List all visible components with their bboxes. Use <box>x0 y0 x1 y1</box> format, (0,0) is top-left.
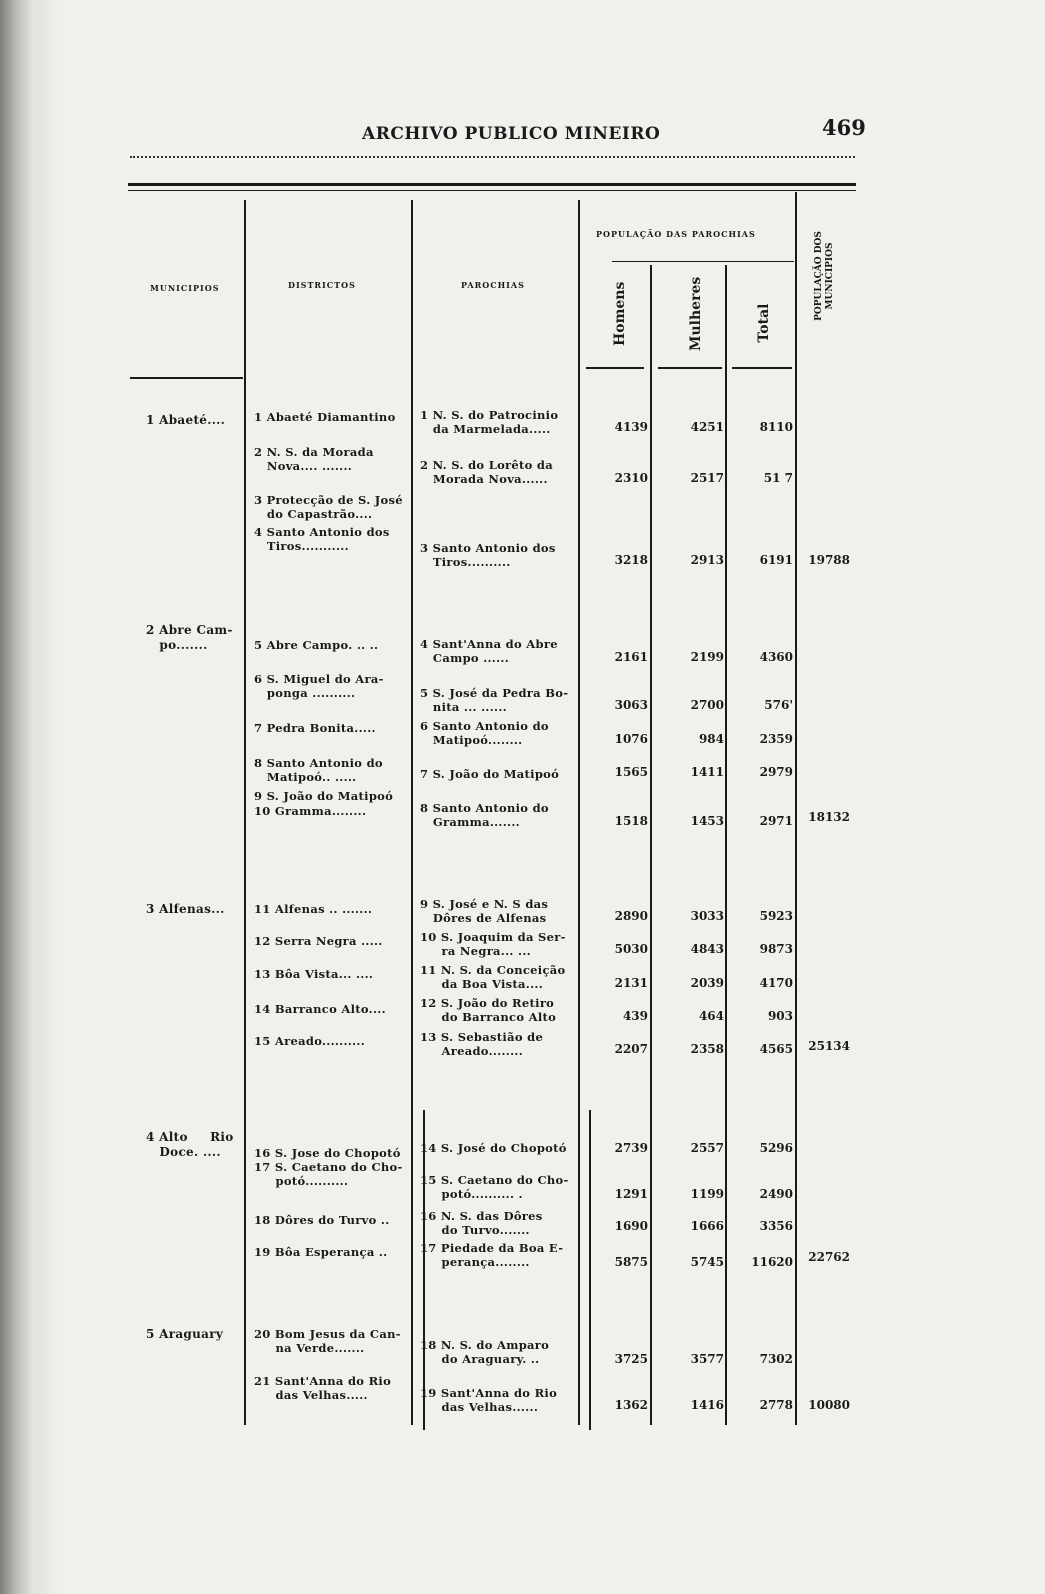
homens-value: 5875 <box>614 1255 648 1269</box>
parochia-cell: 16 N. S. das Dôres do Turvo....... <box>420 1209 543 1237</box>
districto-cell: 12 Serra Negra ..... <box>254 934 383 948</box>
mulheres-value: 2358 <box>690 1042 724 1056</box>
header-populacao-parochias: POPULAÇÃO DAS PAROCHIAS <box>596 229 756 239</box>
total-value: 576' <box>764 698 793 712</box>
homens-value: 2161 <box>614 650 648 664</box>
col-line-4 <box>650 265 652 1425</box>
parochia-cell: 6 Santo Antonio do Matipoó........ <box>420 719 549 747</box>
total-value: 2778 <box>759 1398 793 1412</box>
parochia-cell: 7 S. João do Matipoó <box>420 767 560 781</box>
municipio-total-value: 18132 <box>808 810 850 824</box>
homens-value: 3063 <box>614 698 648 712</box>
mulheres-value: 464 <box>698 1009 724 1023</box>
mulheres-value: 1416 <box>690 1398 724 1412</box>
total-value: 4360 <box>759 650 793 664</box>
parochia-cell: 8 Santo Antonio do Gramma....... <box>420 801 549 829</box>
homens-value: 5030 <box>614 942 648 956</box>
parochia-cell: 19 Sant'Anna do Rio das Velhas...... <box>420 1386 558 1414</box>
total-value: 2979 <box>759 765 793 779</box>
total-value: 2359 <box>759 732 793 746</box>
total-value: 5296 <box>759 1141 793 1155</box>
scan-edge-shadow <box>0 0 34 1594</box>
districto-cell: 17 S. Caetano do Cho- potó.......... <box>254 1160 403 1188</box>
homens-value: 1291 <box>614 1187 648 1201</box>
total-value: 2971 <box>759 814 793 828</box>
col-line-6 <box>795 192 797 1425</box>
header-bottom-rule-1 <box>130 377 243 379</box>
total-value: 4565 <box>759 1042 793 1056</box>
districto-cell: 5 Abre Campo. .. .. <box>254 638 379 652</box>
parochia-cell: 5 S. José da Pedra Bo- nita ... ...... <box>420 686 569 714</box>
mulheres-value: 2199 <box>690 650 724 664</box>
districto-cell: 11 Alfenas .. ....... <box>254 902 373 916</box>
mulheres-value: 3033 <box>690 909 724 923</box>
parochia-cell: 3 Santo Antonio dos Tiros.......... <box>420 541 556 569</box>
districto-cell: 1 Abaeté Diamantino <box>254 410 396 424</box>
homens-value: 3218 <box>614 553 648 567</box>
header-mulheres: Mulheres <box>688 276 704 351</box>
parochia-cell: 1 N. S. do Patrocinio da Marmelada..... <box>420 408 559 436</box>
districto-cell: 15 Areado.......... <box>254 1034 366 1048</box>
parochia-cell: 9 S. José e N. S das Dôres de Alfenas <box>420 897 549 925</box>
districto-cell: 8 Santo Antonio do Matipoó.. ..... <box>254 756 383 784</box>
header-municipios: MUNICIPIOS <box>150 283 220 293</box>
homens-value: 1518 <box>614 814 648 828</box>
col-line-3b <box>589 1110 591 1430</box>
total-value: 9873 <box>759 942 793 956</box>
municipio-cell: 1 Abaeté.... <box>146 413 226 427</box>
total-value: 3356 <box>759 1219 793 1233</box>
header-homens: Homens <box>612 281 628 346</box>
header-subrule <box>612 261 794 262</box>
parochia-cell: 4 Sant'Anna do Abre Campo ...... <box>420 637 558 665</box>
col-line-3 <box>578 200 580 1425</box>
parochia-cell: 2 N. S. do Lorêto da Morada Nova...... <box>420 458 554 486</box>
homens-value: 2739 <box>614 1141 648 1155</box>
districto-cell: 2 N. S. da Morada Nova.... ....... <box>254 445 374 473</box>
header-total: Total <box>756 303 772 343</box>
homens-value: 2131 <box>614 976 648 990</box>
parochia-cell: 18 N. S. do Amparo do Araguary. .. <box>420 1338 550 1366</box>
mulheres-value: 1666 <box>690 1219 724 1233</box>
mulheres-value: 4251 <box>690 420 724 434</box>
parochia-cell: 11 N. S. da Conceição da Boa Vista.... <box>420 963 566 991</box>
col-line-2 <box>411 200 413 1425</box>
parochia-cell: 17 Piedade da Boa E- perança........ <box>420 1241 564 1269</box>
parochia-cell: 15 S. Caetano do Cho- potó.......... . <box>420 1173 569 1201</box>
col-line-5 <box>725 265 727 1425</box>
mulheres-value: 3577 <box>690 1352 724 1366</box>
homens-value: 1076 <box>614 732 648 746</box>
col-line-2b <box>423 1110 425 1430</box>
mulheres-value: 2039 <box>690 976 724 990</box>
parochia-cell: 14 S. José do Chopotó <box>420 1141 567 1155</box>
districto-cell: 21 Sant'Anna do Rio das Velhas..... <box>254 1374 392 1402</box>
mulheres-value: 1411 <box>690 765 724 779</box>
mulheres-value: 984 <box>698 732 724 746</box>
homens-value: 3725 <box>614 1352 648 1366</box>
mulheres-value: 2700 <box>690 698 724 712</box>
mulheres-value: 5745 <box>690 1255 724 1269</box>
districto-cell: 9 S. João do Matipoó <box>254 789 394 803</box>
homens-value: 1690 <box>614 1219 648 1233</box>
districto-cell: 16 S. Jose do Chopotó <box>254 1146 401 1160</box>
municipio-cell: 2 Abre Cam- po....... <box>146 623 233 652</box>
header-dotted-rule <box>130 156 855 158</box>
homens-value: 2310 <box>614 471 648 485</box>
total-value: 5923 <box>759 909 793 923</box>
mulheres-value: 4843 <box>690 942 724 956</box>
municipio-cell: 5 Araguary <box>146 1327 224 1341</box>
homens-value: 1362 <box>614 1398 648 1412</box>
total-value: 6191 <box>759 553 793 567</box>
municipio-total-value: 19788 <box>808 553 850 567</box>
districto-cell: 3 Protecção de S. José do Capastrão.... <box>254 493 403 521</box>
scan-edge-fade <box>34 0 60 1594</box>
total-value: 4170 <box>759 976 793 990</box>
header-bottom-rule-4 <box>732 367 792 369</box>
parochia-cell: 13 S. Sebastião de Areado........ <box>420 1030 544 1058</box>
municipio-cell: 4 Alto Rio Doce. .... <box>146 1130 234 1159</box>
col-line-1 <box>244 200 246 1425</box>
header-parochias: PAROCHIAS <box>461 280 525 290</box>
homens-value: 439 <box>622 1009 648 1023</box>
page-number: 469 <box>822 115 866 140</box>
municipio-total-value: 25134 <box>808 1039 850 1053</box>
table-top-rule <box>128 183 856 186</box>
header-populacao-municipios: POPULAÇÃO DOS MUNICIPIOS <box>814 231 835 321</box>
header-districtos: DISTRICTOS <box>288 280 356 290</box>
mulheres-value: 2557 <box>690 1141 724 1155</box>
table-top-rule-thin <box>128 190 856 191</box>
districto-cell: 4 Santo Antonio dos Tiros........... <box>254 525 390 553</box>
homens-value: 1565 <box>614 765 648 779</box>
parochia-cell: 12 S. João do Retiro do Barranco Alto <box>420 996 557 1024</box>
total-value: 7302 <box>759 1352 793 1366</box>
districto-cell: 14 Barranco Alto.... <box>254 1002 386 1016</box>
parochia-cell: 10 S. Joaquim da Ser- ra Negra... ... <box>420 930 566 958</box>
homens-value: 2207 <box>614 1042 648 1056</box>
total-value: 2490 <box>759 1187 793 1201</box>
districto-cell: 18 Dôres do Turvo .. <box>254 1213 390 1227</box>
total-value: 8110 <box>759 420 793 434</box>
header-bottom-rule-2 <box>586 367 644 369</box>
header-bottom-rule-3 <box>658 367 722 369</box>
districto-cell: 6 S. Miguel do Ara- ponga .......... <box>254 672 384 700</box>
districto-cell: 19 Bôa Esperança .. <box>254 1245 388 1259</box>
districto-cell: 20 Bom Jesus da Can- na Verde....... <box>254 1327 401 1355</box>
mulheres-value: 2913 <box>690 553 724 567</box>
total-value: 903 <box>767 1009 793 1023</box>
page-title: ARCHIVO PUBLICO MINEIRO <box>362 124 661 144</box>
homens-value: 4139 <box>614 420 648 434</box>
mulheres-value: 1199 <box>690 1187 724 1201</box>
municipio-total-value: 10080 <box>808 1398 850 1412</box>
mulheres-value: 2517 <box>690 471 724 485</box>
municipio-cell: 3 Alfenas... <box>146 902 225 916</box>
districto-cell: 7 Pedra Bonita..... <box>254 721 376 735</box>
districto-cell: 10 Gramma........ <box>254 804 367 818</box>
districto-cell: 13 Bôa Vista... .... <box>254 967 374 981</box>
municipio-total-value: 22762 <box>808 1250 850 1264</box>
total-value: 11620 <box>751 1255 793 1269</box>
mulheres-value: 1453 <box>690 814 724 828</box>
total-value: 51 7 <box>763 471 793 485</box>
homens-value: 2890 <box>614 909 648 923</box>
